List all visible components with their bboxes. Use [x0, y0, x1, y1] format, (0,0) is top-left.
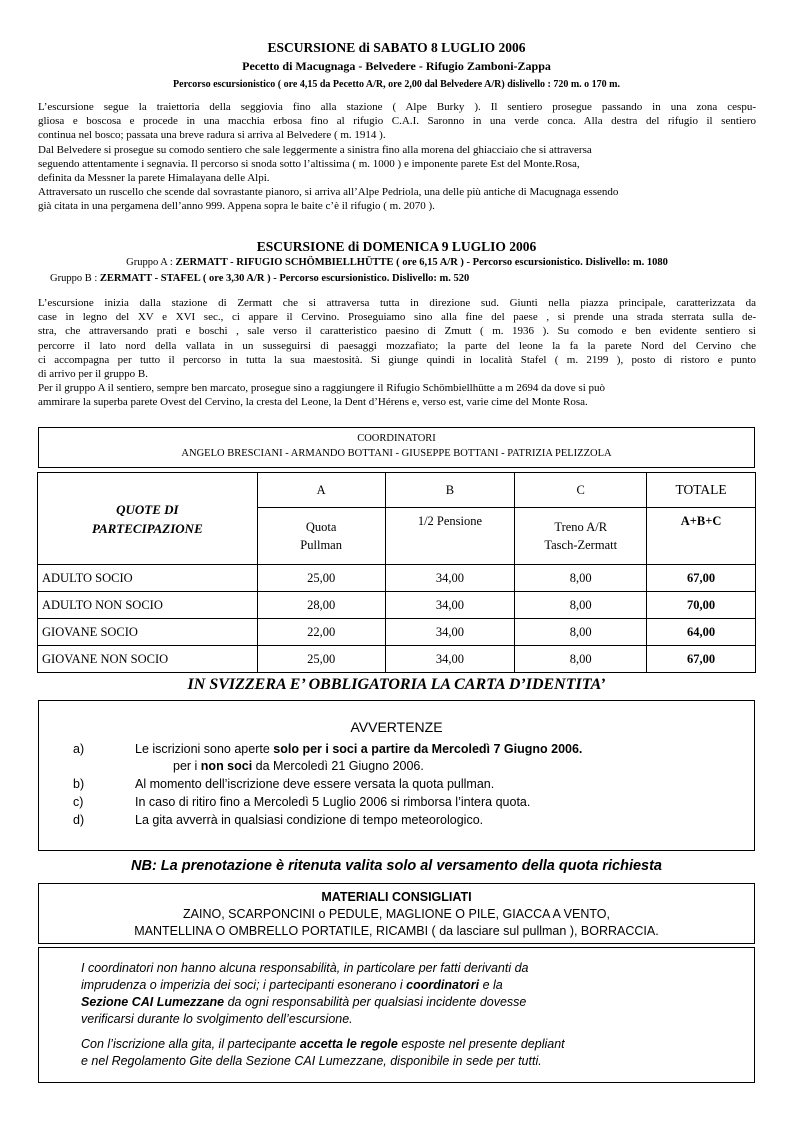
group-b-prefix: Gruppo B :: [50, 273, 100, 284]
sat-line: gliosa e boscosa e procede in una macchia erbosa fino al rifugio C.A.I. Saronno in una verde conca. Alla destra del rifugio il sentiero: [38, 115, 756, 128]
sun-line: ammirare la superba parete Ovest del Cervino, la cresta del Leone, la Dent d’Hérens e, verso est, varie cime del Monte Rosa.: [38, 396, 588, 409]
coordinators-box: [38, 427, 755, 468]
quotes-title-cell: [38, 473, 258, 565]
warning-a2-bold: non soci: [200, 759, 253, 773]
col-header-total: TOTALE: [647, 473, 756, 508]
resp-line4: verificarsi durante lo svolgimento dell’escursione.: [81, 1012, 353, 1026]
row-label: GIOVANE NON SOCIO: [38, 646, 258, 673]
sun-line: ci accompagna per tutto il percorso in tutta la sua maestosità. Si giunge quindi in località Stafel ( m. 2199 ), posto di ristoro e punto: [38, 353, 756, 366]
subheader-a-line2: Pullman: [300, 538, 342, 552]
subheader-a-line1: Quota: [305, 520, 337, 534]
nb-note: NB: La prenotazione è ritenuta valita solo al versamento della quota richiesta: [131, 858, 662, 874]
materials-line1: ZAINO, SCARPONCINI o PEDULE, MAGLIONE O PILE, GIACCA A VENTO,: [183, 907, 610, 921]
responsibility-box: [38, 947, 755, 1083]
saturday-title: ESCURSIONE di SABATO 8 LUGLIO 2006: [267, 40, 526, 55]
warning-a: [73, 741, 735, 758]
cell-c: 8,00: [515, 646, 647, 673]
resp-line5-text: Con l’iscrizione alla gita, il partecipante: [81, 1037, 300, 1051]
materials-title: MATERIALI CONSIGLIATI: [321, 890, 472, 904]
subheader-total: A+B+C: [647, 508, 756, 565]
subheader-c-line1: Treno A/R: [554, 520, 608, 534]
resp-line1: I coordinatori non hanno alcuna responsabilità, in particolare per fatti derivanti da: [81, 961, 529, 975]
sun-line: di arrivo per il gruppo B.: [38, 368, 148, 381]
warning-b-letter: b): [73, 777, 85, 791]
cell-a: 25,00: [257, 565, 385, 592]
warnings-title: AVVERTENZE: [350, 719, 443, 735]
saturday-description: [38, 100, 756, 214]
resp-line6: e nel Regolamento Gite della Sezione CAI Lumezzane, disponibile in sede per tutti.: [81, 1054, 542, 1068]
warning-c: [73, 794, 735, 811]
materials-line2: MANTELLINA O OMBRELLO PORTATILE, RICAMBI ( da lasciare sul pullman ), BORRACCIA.: [134, 924, 659, 938]
cell-c: 8,00: [515, 565, 647, 592]
col-header-c: C: [515, 473, 647, 508]
warning-c-text: In caso di ritiro fino a Mercoledì 5 Luglio 2006 si rimborsa l’intera quota.: [135, 795, 531, 809]
row-label: ADULTO NON SOCIO: [38, 592, 258, 619]
warnings-box: [38, 700, 755, 851]
saturday-route: Pecetto di Macugnaga - Belvedere - Rifugio Zamboni-Zappa: [242, 59, 551, 73]
resp-line2-bold: coordinatori: [406, 978, 480, 992]
quotes-title-line1: QUOTE DI: [116, 501, 179, 517]
cell-b: 34,00: [385, 619, 515, 646]
warning-d-letter: d): [73, 813, 85, 827]
col-header-a: A: [257, 473, 385, 508]
subheader-c-line2: Tasch-Zermatt: [544, 538, 618, 552]
cell-a: 28,00: [257, 592, 385, 619]
resp-line2-post: e la: [479, 978, 503, 992]
row-label: GIOVANE SOCIO: [38, 619, 258, 646]
warning-a-cont: [173, 758, 773, 775]
resp-line2: [81, 977, 721, 994]
sat-line: già citata in una pergamena dell’anno 999. Appena sopra le baite c’è il rifugio ( m. 2070 ).: [38, 200, 435, 213]
cell-total: 70,00: [647, 592, 756, 619]
cell-a: 25,00: [257, 646, 385, 673]
sat-line: Dal Belvedere si prosegue su comodo sentiero che sale leggermente a sinistra fino alla morena del ghiacciaio che si attraversa: [38, 143, 592, 156]
cell-b: 34,00: [385, 565, 515, 592]
resp-line5-post: esposte nel presente depliant: [397, 1037, 565, 1051]
group-a-line: [36, 257, 758, 268]
cell-b: 34,00: [385, 592, 515, 619]
warning-a2-text: per i: [173, 759, 201, 773]
col-header-b: B: [385, 473, 515, 508]
sun-line: case in legno del XV e XVI sec., ci appare il Cervino. Proseguiamo sino alla fine del paese , si prende una strada sterrata sulla de-: [38, 311, 756, 324]
warning-a-bold: solo per i soci a partire da Mercoledì 7 Giugno 2006.: [273, 742, 583, 756]
resp-line2-text: imprudenza o imperizia dei soci; i partecipanti esonerano i: [81, 978, 407, 992]
group-b-text: ZERMATT - STAFEL ( ore 3,30 A/R ) - Percorso escursionistico. Dislivello: m. 520: [99, 273, 470, 284]
id-card-banner: IN SVIZZERA E’ OBBLIGATORIA LA CARTA D’IDENTITA’: [187, 676, 606, 693]
sat-line: Attraversato un ruscello che scende dal sovrastante pianoro, si arriva all’Alpe Pedriola, una delle più antiche di Macugnaga essendo: [38, 186, 619, 199]
warning-a-letter: a): [73, 742, 85, 756]
cell-total: 67,00: [647, 565, 756, 592]
warning-d: [73, 812, 735, 829]
cell-c: 8,00: [515, 592, 647, 619]
table-row: [38, 565, 756, 592]
sunday-description: [38, 296, 756, 410]
subheader-b: 1/2 Pensione: [385, 508, 515, 565]
subheader-c: [515, 508, 647, 565]
resp-line5-bold: accetta le regole: [299, 1037, 398, 1051]
row-label: ADULTO SOCIO: [38, 565, 258, 592]
quotes-table: [37, 472, 756, 673]
sun-line: stra, che attraversando prati e boschi , sale verso il caratteristico paesino di Zmutt ( m. 1936 ). Su comodo e ben evidente sentiero si: [38, 325, 756, 338]
saturday-details: Percorso escursionistico ( ore 4,15 da Pecetto A/R, ore 2,00 dal Belvedere A/R) dislivello : 720 m. o 170 m.: [173, 79, 620, 90]
cell-total: 64,00: [647, 619, 756, 646]
cell-a: 22,00: [257, 619, 385, 646]
warning-b: [73, 776, 735, 793]
quotes-title-line2: PARTECIPAZIONE: [91, 520, 203, 536]
coordinators-title: COORDINATORI: [357, 433, 436, 444]
resp-line3: [81, 994, 721, 1011]
warning-a2-post: da Mercoledì 21 Giugno 2006.: [252, 759, 424, 773]
group-b-line: [50, 273, 772, 284]
resp-line3-bold: Sezione CAI Lumezzane: [81, 995, 225, 1009]
sunday-title: ESCURSIONE di DOMENICA 9 LUGLIO 2006: [256, 239, 537, 254]
resp-line5: [81, 1036, 721, 1053]
sat-line: L’escursione segue la traiettoria della seggiovia fino alla stazione ( Alpe Burky ). Il sentiero prosegue passando in una zona cespu-: [38, 101, 756, 113]
materials-box: [38, 883, 755, 944]
sat-line: seguendo attentamente i segnavia. Il percorso si snoda sotto l’altissima ( m. 1000 ) e imponente parete Est del Monte.Rosa,: [38, 157, 580, 170]
cell-total: 67,00: [647, 646, 756, 673]
coordinators-names: ANGELO BRESCIANI - ARMANDO BOTTANI - GIUSEPPE BOTTANI - PATRIZIA PELIZZOLA: [181, 448, 612, 459]
resp-line3-post: da ogni responsabilità per qualsiasi incidente dovesse: [224, 995, 527, 1009]
cell-b: 34,00: [385, 646, 515, 673]
warning-d-text: La gita avverrà in qualsiasi condizione di tempo meteorologico.: [135, 813, 484, 827]
sun-line: Per il gruppo A il sentiero, sempre ben marcato, prosegue sino a raggiungere il Rifugio Schömbiellhütte a m 2694 da dove si può: [38, 382, 605, 395]
warning-a-text: Le iscrizioni sono aperte: [135, 742, 274, 756]
sat-line: definita da Messner la parete Himalayana delle Alpi.: [38, 172, 270, 185]
cell-c: 8,00: [515, 619, 647, 646]
warning-b-text: Al momento dell’iscrizione deve essere versata la quota pullman.: [135, 777, 495, 791]
sun-line: percorre il lato nord della vallata in un susseguirsi di paesaggi mozzafiato; la parte del leone la fa la parete Nord del Cervino che: [38, 339, 756, 352]
subheader-a: [257, 508, 385, 565]
group-a-prefix: Gruppo A :: [126, 257, 176, 268]
warning-c-letter: c): [73, 795, 84, 809]
table-row: [38, 646, 756, 673]
sun-line: L’escursione inizia dalla stazione di Zermatt che si attraversa tutta in direzione sud. Giunti nella piazza principale, caratterizzata da: [38, 297, 756, 309]
sat-line: continua nel bosco; passata una breve radura si arriva al Belvedere ( m. 1914 ).: [38, 129, 386, 142]
group-a-text: ZERMATT - RIFUGIO SCHÖMBIELLHÜTTE ( ore 6,15 A/R ) - Percorso escursionistico. Dislivello: m. 1080: [175, 257, 668, 268]
table-row: [38, 592, 756, 619]
table-row: [38, 619, 756, 646]
